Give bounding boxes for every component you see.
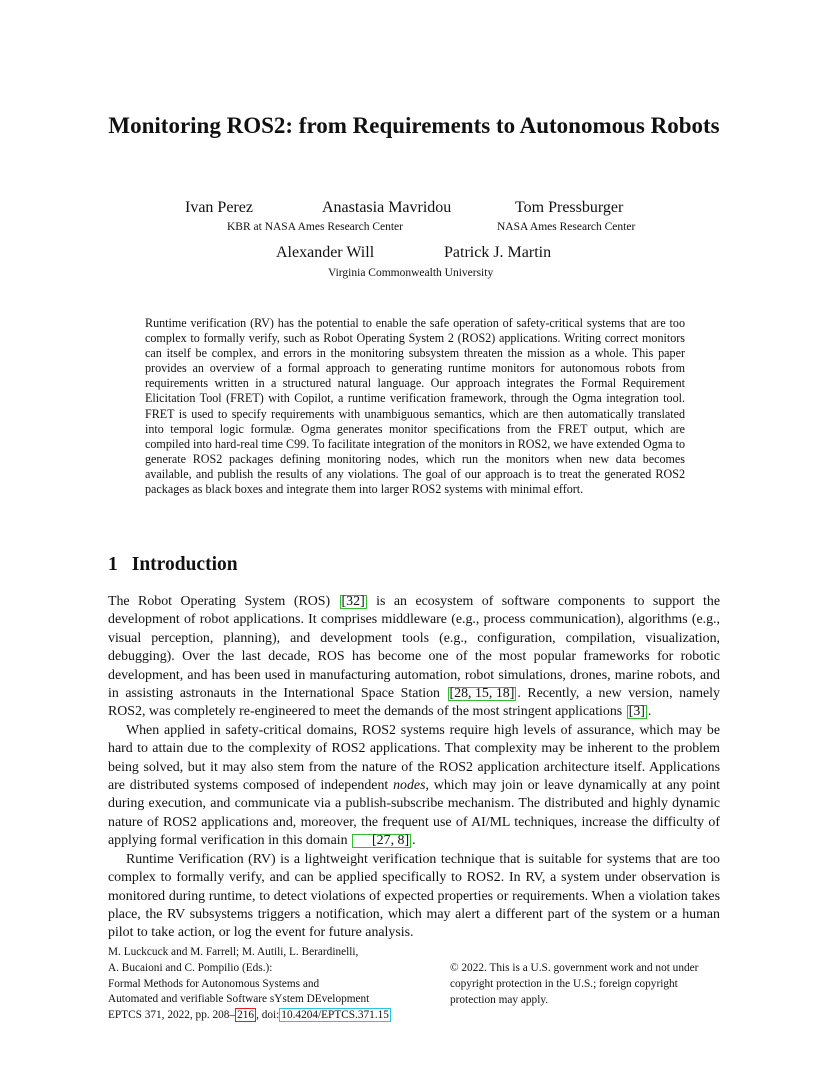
citation-link[interactable]: [32] xyxy=(341,594,365,609)
citation-link[interactable]: [3] xyxy=(628,704,645,720)
paragraph-3: Runtime Verification (RV) is a lightweight verification technique that is suitable for systems that are too complex to formally verify, and can be applied specifically to ROS2. In RV, a system under observation is monitored during runtime, to detect violations of expected properties or requirements. When a violation takes place, the RV subsystems triggers a notification, which may alert a different part of the system or a human pilot to take action, or log the event for future analysis. xyxy=(108,851,720,941)
affiliation-vcu: Virginia Commonwealth University xyxy=(328,267,494,279)
paragraph-text: , which may join or leave dynamically at any point during execution, and communicate via a publish-subscribe mechanism. The distributed and highly dynamic nature of ROS2 applications and, moreover, the frequent use of AI/ML techniques, increase the difficulty of applying formal verification in this domain xyxy=(108,778,720,849)
paragraph-text: . Recently, a new version, namely ROS2, was completely re-engineered to meet the demands of the most stringent applications xyxy=(108,686,720,720)
affiliation-nasa: NASA Ames Research Center xyxy=(497,221,636,233)
author-tom-pressburger: Tom Pressburger xyxy=(515,199,624,216)
paragraph-text: The Robot Operating System (ROS) xyxy=(108,594,339,609)
copyright-line: copyright protection in the U.S.; foreign copyright xyxy=(450,977,678,990)
paragraph-text: When applied in safety-critical domains, ROS2 systems require high levels of assurance, which may be hard to attain due to the complexity of ROS2 applications. That complexity may be inherent to the problem being solved, but it may also stem from the nature of the ROS2 application architecture itself. Applications are distributed systems composed of independent xyxy=(108,722,720,794)
author-alexander-will: Alexander Will xyxy=(276,244,375,261)
footer-publication-info xyxy=(108,945,391,1024)
footer-line: Formal Methods for Autonomous Systems and xyxy=(108,977,320,990)
abstract: Runtime verification (RV) has the potential to enable the safe operation of safety-critical systems that are too complex to formally verify, such as Robot Operating System 2 (ROS2) applications. Writing correct monitors can itself be complex, and errors in the monitoring subsystem threaten the mission as a whole. This paper provides an overview of a formal approach to generating runtime monitors for autonomous robots from requirements written in a structured natural language. Our approach integrates the Formal Requirement Elicitation Tool (FRET) with Copilot, a runtime verification framework, through the Ogma integration tool. FRET is used to specify requirements with unambiguous semantics, which are then automatically translated into temporal logic formulæ. Ogma generates monitor specifications from the FRET output, which are compiled into hard-real time C99. To facilitate integration of the monitors in ROS2, we have extended Ogma to generate ROS2 packages defining monitoring nodes, which run the monitors when new data becomes available, and publish the results of any violations. The goal of our approach is to treat the generated ROS2 packages as black boxes and integrate them into larger ROS2 systems with minimal effort. xyxy=(145,316,685,497)
section-title: Introduction xyxy=(131,554,238,575)
footer-line: A. Bucaioni and C. Pompilio (Eds.): xyxy=(108,961,273,974)
affiliation-kbr: KBR at NASA Ames Research Center xyxy=(227,221,403,233)
section-number: 1 xyxy=(108,554,118,575)
footer-text: , doi: xyxy=(256,1009,280,1022)
doi-link[interactable]: 10.4204/EPTCS.371.15 xyxy=(281,1009,389,1022)
copyright-line: protection may apply. xyxy=(450,993,549,1006)
paragraph-text: . xyxy=(412,833,416,849)
paragraph-2 xyxy=(108,722,720,851)
emphasis-nodes: nodes xyxy=(393,778,426,794)
footer-line: Automated and verifiable Software sYstem DEvelopment xyxy=(108,993,370,1006)
paragraph-text: is an ecosystem of software components to support the development of robot applications. It comprises middleware (e.g., process communication), algorithms (e.g., visual perception, planning), and development tools (e.g., configuration, compilation, visualization, debugging). Over the last decade, ROS has become one of the most popular frameworks for robotic development, and has been used in manufacturing automation, robot simulations, drones, marine robots, and in assisting astronauts in the International Space Station xyxy=(108,594,720,702)
introduction-body xyxy=(108,593,720,943)
author-anastasia-mavridou: Anastasia Mavridou xyxy=(322,199,452,216)
paper-title: Monitoring ROS2: from Requirements to Autonomous Robots xyxy=(108,113,720,138)
paragraph-text: . xyxy=(647,704,652,720)
footer-copyright xyxy=(450,961,698,1008)
copyright-line: © 2022. This is a U.S. government work and not under xyxy=(450,962,699,974)
paragraph-1 xyxy=(108,593,720,722)
footer-line: M. Luckcuck and M. Farrell; M. Autili, L. Berardinelli, xyxy=(108,946,359,958)
author-patrick-martin: Patrick J. Martin xyxy=(444,244,552,261)
footer-line xyxy=(108,1008,391,1024)
page-end-link[interactable]: 216 xyxy=(237,1009,255,1022)
citation-link[interactable]: [27, 8] xyxy=(352,834,411,848)
citation-link[interactable]: [28, 15, 18] xyxy=(449,686,515,702)
footer-text: EPTCS 371, 2022, pp. 208– xyxy=(108,1009,236,1022)
author-ivan-perez: Ivan Perez xyxy=(185,199,253,216)
section-heading-introduction xyxy=(108,553,238,577)
